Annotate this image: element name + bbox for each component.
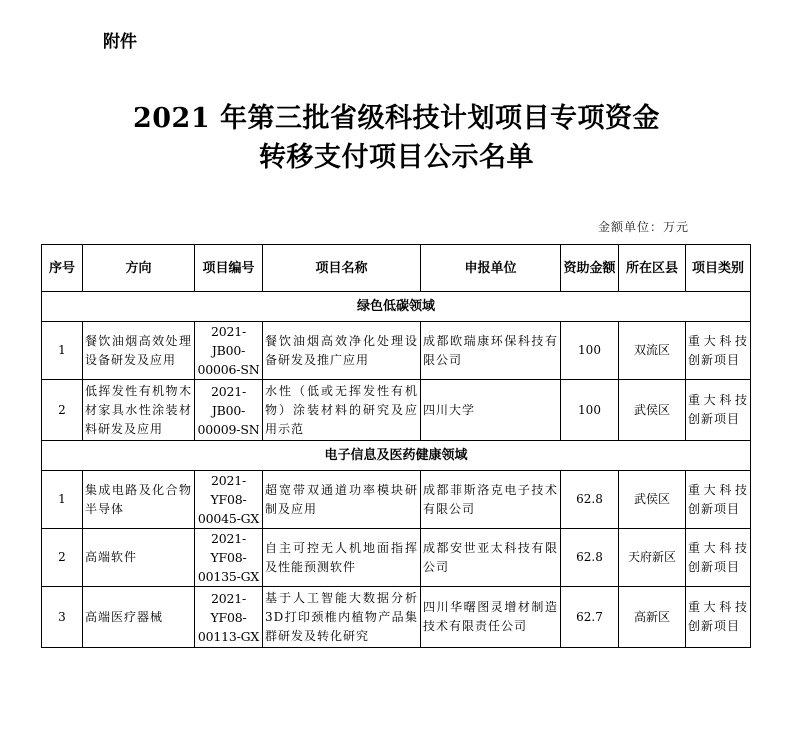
document-title-line-1: 2021 年第三批省级科技计划项目专项资金: [132, 103, 661, 134]
table-row: [42, 587, 751, 648]
table-row: [42, 529, 751, 587]
cell-category: 重大科技创新项目: [686, 471, 751, 529]
amount-unit-note: 金额单位：万元: [598, 220, 690, 234]
attachment-label: 附件: [103, 32, 137, 52]
project-list-table: [41, 244, 751, 648]
cell-direction: 集成电路及化合物半导体: [83, 471, 195, 529]
cell-code: 2021-YF08-00113-GX: [195, 587, 263, 648]
header-category: 项目类别: [686, 245, 751, 292]
cell-name: 自主可控无人机地面指挥及性能预测软件: [263, 529, 421, 587]
header-name: 项目名称: [263, 245, 421, 292]
header-unit: 申报单位: [421, 245, 561, 292]
cell-name: 超宽带双通道功率模块研制及应用: [263, 471, 421, 529]
section-title: 绿色低碳领域: [42, 292, 751, 322]
section-title: 电子信息及医药健康领域: [42, 441, 751, 471]
cell-district: 武侯区: [619, 471, 686, 529]
header-district: 所在区县: [619, 245, 686, 292]
cell-name: 基于人工智能大数据分析3D打印颈椎内植物产品集群研发及转化研究: [263, 587, 421, 648]
header-seq: 序号: [42, 245, 83, 292]
cell-category: 重大科技创新项目: [686, 322, 751, 380]
cell-district: 高新区: [619, 587, 686, 648]
cell-amount: 100: [561, 322, 619, 380]
cell-unit: 成都安世亚太科技有限公司: [421, 529, 561, 587]
cell-seq: 1: [42, 471, 83, 529]
cell-unit: 四川大学: [421, 380, 561, 441]
cell-name: 水性（低或无挥发性有机物）涂装材料的研究及应用示范: [263, 380, 421, 441]
cell-direction: 高端医疗器械: [83, 587, 195, 648]
header-code: 项目编号: [195, 245, 263, 292]
table-row: [42, 322, 751, 380]
cell-unit: 成都欧瑞康环保科技有限公司: [421, 322, 561, 380]
cell-name: 餐饮油烟高效净化处理设备研发及推广应用: [263, 322, 421, 380]
header-amount: 资助金额: [561, 245, 619, 292]
cell-unit: 成都菲斯洛克电子技术有限公司: [421, 471, 561, 529]
cell-district: 天府新区: [619, 529, 686, 587]
cell-code: 2021-JB00-00006-SN: [195, 322, 263, 380]
header-direction: 方向: [83, 245, 195, 292]
cell-amount: 100: [561, 380, 619, 441]
cell-seq: 2: [42, 380, 83, 441]
table-row: [42, 471, 751, 529]
cell-direction: 高端软件: [83, 529, 195, 587]
cell-code: 2021-JB00-00009-SN: [195, 380, 263, 441]
section-row: [42, 441, 751, 471]
cell-district: 双流区: [619, 322, 686, 380]
cell-unit: 四川华曙图灵增材制造技术有限责任公司: [421, 587, 561, 648]
table-row: [42, 380, 751, 441]
cell-category: 重大科技创新项目: [686, 587, 751, 648]
section-row: [42, 292, 751, 322]
cell-seq: 1: [42, 322, 83, 380]
document-title-line-2: 转移支付项目公示名单: [259, 142, 534, 173]
cell-direction: 餐饮油烟高效处理设备研发及应用: [83, 322, 195, 380]
cell-category: 重大科技创新项目: [686, 529, 751, 587]
cell-amount: 62.8: [561, 471, 619, 529]
cell-category: 重大科技创新项目: [686, 380, 751, 441]
cell-amount: 62.8: [561, 529, 619, 587]
cell-direction: 低挥发性有机物木材家具水性涂装材料研发及应用: [83, 380, 195, 441]
cell-code: 2021-YF08-00135-GX: [195, 529, 263, 587]
cell-district: 武侯区: [619, 380, 686, 441]
table-header-row: [42, 245, 751, 292]
cell-seq: 2: [42, 529, 83, 587]
cell-code: 2021-YF08-00045-GX: [195, 471, 263, 529]
cell-seq: 3: [42, 587, 83, 648]
cell-amount: 62.7: [561, 587, 619, 648]
